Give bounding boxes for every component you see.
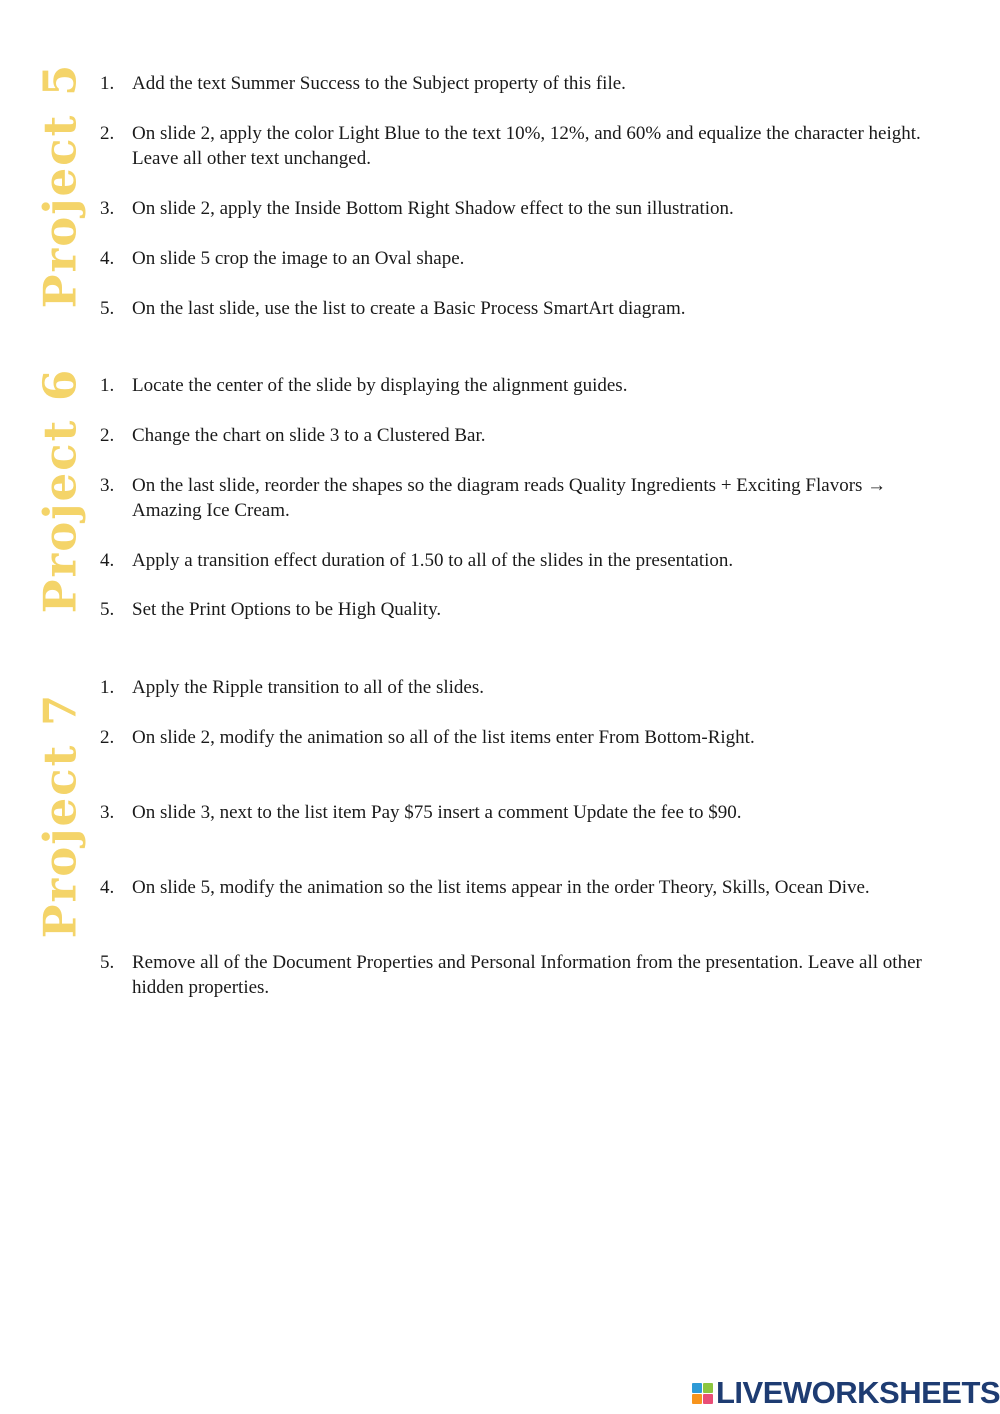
project-7-task-5: 5. Remove all of the Document Properties and Personal Information from the presentation. Leave all other hidden properties.: [100, 952, 922, 998]
project-6-task-4: 4. Apply a transition effect duration of 1.50 to all of the slides in the presentation.: [100, 550, 734, 571]
project-5-label: Project 5: [33, 62, 87, 308]
project-6-task-5: 5. Set the Print Options to be High Quality.: [100, 599, 442, 620]
project-6-task-3: 3. On the last slide, reorder the shapes so the diagram reads Quality Ingredients + Exciting Flavors → Amazing Ice Cream.: [100, 475, 887, 521]
project-7-task-4: 4. On slide 5, modify the animation so the list items appear in the order Theory, Skills, Ocean Dive.: [100, 877, 870, 898]
logo-grid-icon: [692, 1383, 713, 1404]
project-6-task-2: 2. Change the chart on slide 3 to a Clustered Bar.: [100, 425, 486, 446]
project-5-task-3: 3. On slide 2, apply the Inside Bottom Right Shadow effect to the sun illustration.: [100, 198, 734, 219]
project-7-task-1: 1. Apply the Ripple transition to all of the slides.: [100, 677, 484, 698]
project-5-task-4: 4. On slide 5 crop the image to an Oval shape.: [100, 248, 465, 269]
logo-square-3: [692, 1394, 702, 1404]
liveworksheets-logo[interactable]: [692, 1375, 1000, 1411]
project-5-task-1: 1. Add the text Summer Success to the Subject property of this file.: [100, 73, 626, 94]
logo-square-2: [703, 1383, 713, 1393]
project-7-task-3: 3. On slide 3, next to the list item Pay $75 insert a comment Update the fee to $90.: [100, 802, 742, 823]
brand-text: LIVEWORKSHEETS: [716, 1375, 1000, 1410]
project-7-task-2: 2. On slide 2, modify the animation so all of the list items enter From Bottom-Right.: [100, 727, 755, 748]
logo-square-4: [703, 1394, 713, 1404]
project-6-task-1: 1. Locate the center of the slide by displaying the alignment guides.: [100, 375, 628, 396]
project-5-task-5: 5. On the last slide, use the list to create a Basic Process SmartArt diagram.: [100, 298, 686, 319]
project-5-task-2: 2. On slide 2, apply the color Light Blue to the text 10%, 12%, and 60% and equalize the character height. Leave all other text unchanged.: [100, 123, 921, 169]
project-7-label: Project 7: [33, 692, 87, 938]
logo-square-1: [692, 1383, 702, 1393]
project-6-label: Project 6: [33, 367, 87, 613]
